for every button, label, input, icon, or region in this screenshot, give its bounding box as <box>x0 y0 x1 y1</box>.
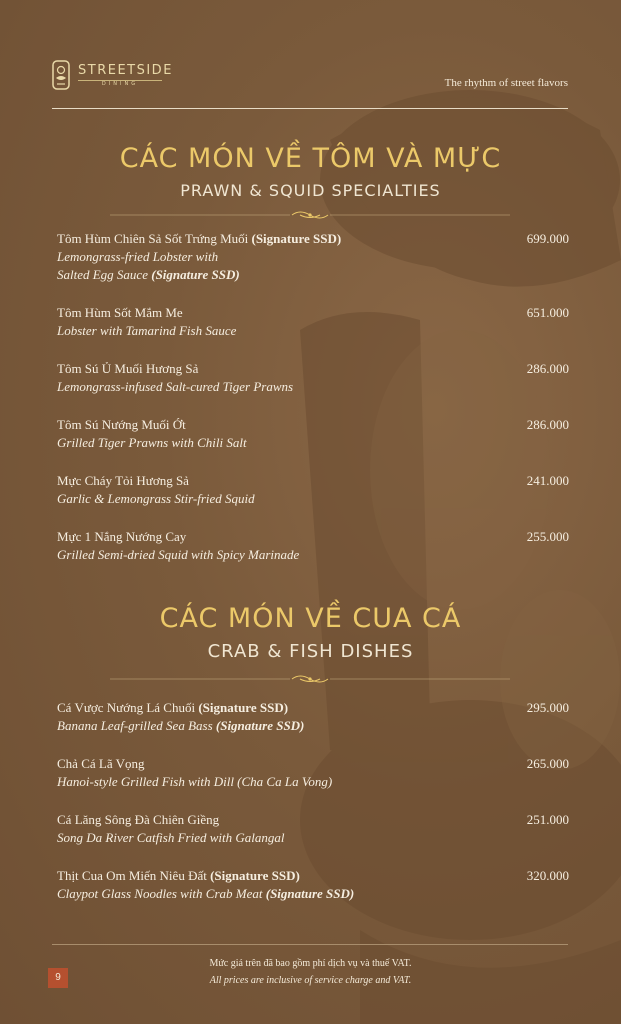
menu-item <box>57 472 569 508</box>
logo-emblem-icon <box>52 60 70 90</box>
menu-item <box>57 416 569 452</box>
item-name-en: Grilled Semi-dried Squid with Spicy Marinade <box>57 547 300 562</box>
menu-item <box>57 230 569 284</box>
item-name-vn: Chả Cá Lã Vọng <box>57 756 145 771</box>
brand-logo <box>52 60 173 90</box>
page-header <box>52 60 568 109</box>
item-price: 265.000 <box>526 756 569 771</box>
signature-tag: (Signature SSD) <box>198 700 289 715</box>
menu-item <box>57 304 569 340</box>
item-name-en: Song Da River Catfish Fried with Galangal <box>57 830 285 845</box>
signature-tag: (Signature SSD) <box>210 868 300 883</box>
section-title-crab-fish: CÁC MÓN VỀ CUA CÁ <box>159 603 462 634</box>
item-name-en: Lemongrass-infused Salt-cured Tiger Prawns <box>57 379 294 394</box>
item-name-vn: Tôm Sú Ủ Muối Hương Sả <box>57 361 199 376</box>
item-name-vn: Cá Vược Nướng Lá Chuối <box>57 700 196 715</box>
item-name-vn: Tôm Sú Nướng Muối Ớt <box>57 417 186 432</box>
menu-item <box>57 755 569 791</box>
brand-subtitle: DINING <box>78 80 162 87</box>
item-name-vn: Tôm Hùm Sốt Mắm Me <box>57 305 183 320</box>
item-price: 241.000 <box>526 473 569 488</box>
item-price: 295.000 <box>526 700 569 715</box>
item-price: 651.000 <box>526 305 569 320</box>
footer-note-en: All prices are inclusive of service charge and VAT. <box>209 975 412 986</box>
item-name-en-cont: Salted Egg Sauce <box>57 267 148 282</box>
section-subtitle-crab-fish: CRAB & FISH DISHES <box>207 641 414 662</box>
signature-tag: (Signature SSD) <box>151 267 240 282</box>
item-name-en: Hanoi-style Grilled Fish with Dill (Cha Ca La Vong) <box>57 774 333 789</box>
ornament-divider-icon <box>110 673 510 685</box>
item-name-vn: Cá Lăng Sông Đà Chiên Giềng <box>57 812 220 827</box>
item-name-vn: Mực Cháy Tỏi Hương Sả <box>57 473 189 488</box>
section-subtitle-prawn-squid: PRAWN & SQUID SPECIALTIES <box>180 181 441 200</box>
footer-note-vn: Mức giá trên đã bao gồm phí dịch vụ và thuế VAT. <box>209 958 412 969</box>
footer-divider <box>52 944 568 945</box>
menu-item <box>57 867 569 903</box>
item-name-en: Garlic & Lemongrass Stir-fried Squid <box>57 491 255 506</box>
tagline: The rhythm of street flavors <box>444 77 568 89</box>
item-name-vn: Mực 1 Nắng Nướng Cay <box>57 529 187 544</box>
item-name-en: Lemongrass-fried Lobster with <box>57 249 219 264</box>
item-name-vn: Thịt Cua Om Miến Niêu Đất <box>57 868 207 883</box>
brand-name: STREETSIDE <box>78 62 173 78</box>
menu-item <box>57 360 569 396</box>
signature-tag: (Signature SSD) <box>251 231 342 246</box>
menu-item <box>57 528 569 564</box>
page-number-badge: 9 <box>48 968 68 988</box>
menu-item <box>57 811 569 847</box>
section-title-prawn-squid: CÁC MÓN VỀ TÔM VÀ MỰC <box>119 143 502 174</box>
item-price: 320.000 <box>526 868 569 883</box>
signature-tag: (Signature SSD) <box>215 718 305 733</box>
item-name-en: Lobster with Tamarind Fish Sauce <box>57 323 237 338</box>
item-price: 286.000 <box>526 417 569 432</box>
item-name-en: Banana Leaf-grilled Sea Bass <box>57 718 213 733</box>
item-price: 286.000 <box>526 361 569 376</box>
signature-tag: (Signature SSD) <box>265 886 355 901</box>
item-name-en: Grilled Tiger Prawns with Chili Salt <box>57 435 247 450</box>
item-price: 699.000 <box>526 231 569 246</box>
item-name-vn: Tôm Hùm Chiên Sả Sốt Trứng Muối <box>57 231 249 246</box>
item-name-en: Claypot Glass Noodles with Crab Meat <box>57 886 263 901</box>
item-price: 251.000 <box>526 812 569 827</box>
ornament-divider-icon <box>110 209 510 221</box>
item-price: 255.000 <box>526 529 569 544</box>
menu-item <box>57 699 569 735</box>
